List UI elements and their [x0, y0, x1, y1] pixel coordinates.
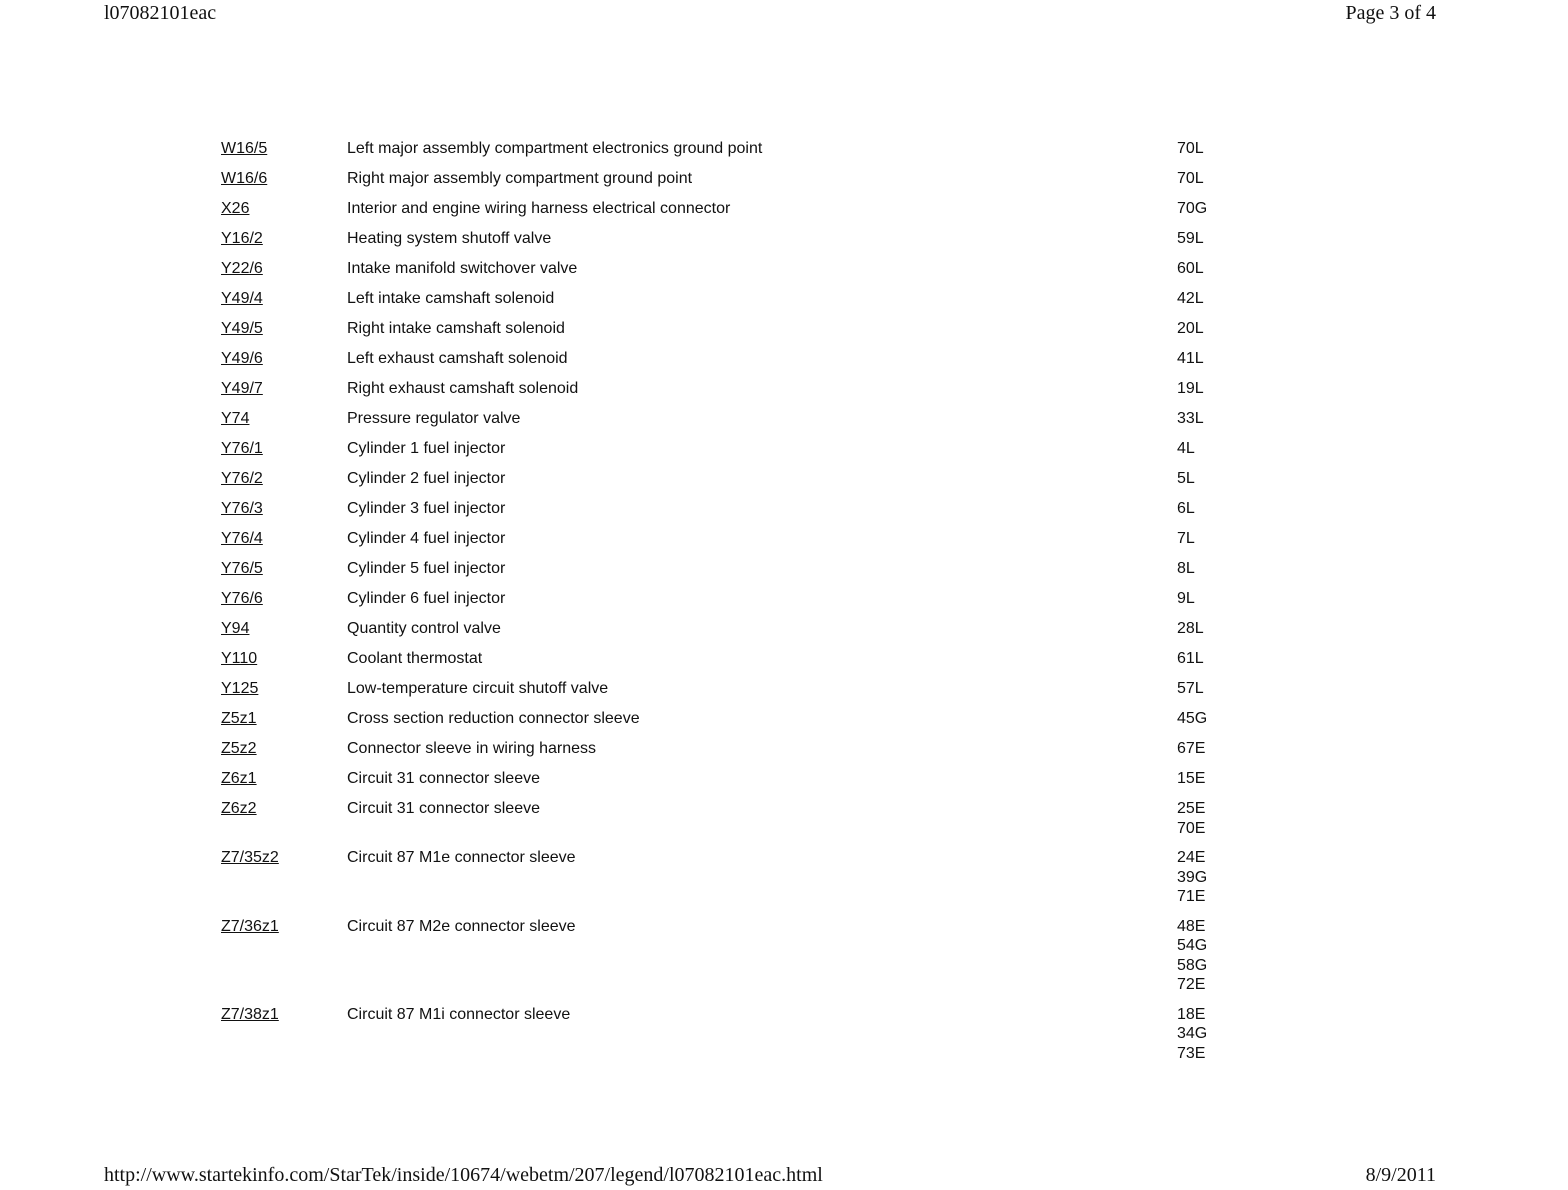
component-code-link[interactable]: Y49/6	[221, 350, 263, 367]
grid-reference: 9L	[1177, 590, 1195, 607]
table-row	[221, 499, 1321, 519]
table-row	[221, 529, 1321, 549]
component-description: Cylinder 5 fuel injector	[347, 560, 506, 577]
component-description: Cylinder 4 fuel injector	[347, 530, 506, 547]
component-description: Heating system shutoff valve	[347, 230, 552, 247]
component-code-link[interactable]: Y74	[221, 410, 250, 427]
component-description: Cross section reduction connector sleeve	[347, 710, 640, 727]
table-row	[221, 559, 1321, 579]
table-row	[221, 139, 1321, 159]
grid-reference: 33L	[1177, 410, 1204, 427]
component-code-cell	[221, 589, 347, 609]
grid-reference-list	[1177, 917, 1207, 995]
component-description: Right intake camshaft solenoid	[347, 320, 565, 337]
grid-reference: 39G	[1177, 868, 1208, 886]
grid-reference: 72E	[1177, 976, 1206, 993]
component-description: Low-temperature circuit shutoff valve	[347, 680, 609, 697]
component-description: Left intake camshaft solenoid	[347, 290, 555, 307]
grid-reference: 5L	[1177, 470, 1195, 487]
grid-reference-list	[1177, 289, 1204, 309]
grid-reference: 45G	[1177, 710, 1208, 727]
component-description: Cylinder 3 fuel injector	[347, 500, 506, 517]
table-row	[221, 229, 1321, 249]
grid-reference-list	[1177, 589, 1195, 609]
component-description: Circuit 31 connector sleeve	[347, 800, 540, 817]
component-code-link[interactable]: Y76/6	[221, 590, 263, 607]
grid-reference: 70L	[1177, 170, 1204, 187]
component-description: Right major assembly compartment ground point	[347, 170, 693, 187]
grid-reference: 73E	[1177, 1044, 1206, 1062]
component-code-cell	[221, 169, 347, 189]
grid-reference: 19L	[1177, 380, 1204, 397]
component-description: Circuit 87 M1e connector sleeve	[347, 849, 576, 866]
component-description: Circuit 87 M2e connector sleeve	[347, 917, 576, 935]
grid-reference: 18E	[1177, 1005, 1206, 1023]
component-description: Cylinder 6 fuel injector	[347, 590, 506, 607]
legend-table	[221, 139, 1321, 1073]
grid-reference-list	[1177, 139, 1204, 159]
component-description: Connector sleeve in wiring harness	[347, 740, 597, 757]
component-code-cell	[221, 649, 347, 669]
component-description: Interior and engine wiring harness electrical connector	[347, 200, 731, 217]
component-code-cell	[221, 229, 347, 249]
grid-reference: 70G	[1177, 200, 1208, 217]
component-code-cell	[221, 559, 347, 579]
component-code-link[interactable]: Y94	[221, 620, 250, 637]
table-row	[221, 917, 1321, 995]
grid-reference-list	[1177, 529, 1195, 549]
grid-reference-list	[1177, 649, 1204, 669]
component-code-cell	[221, 1005, 347, 1025]
component-code-cell	[221, 319, 347, 339]
grid-reference-list	[1177, 349, 1204, 369]
table-row	[221, 409, 1321, 429]
grid-reference-list	[1177, 169, 1204, 189]
grid-reference-list	[1177, 739, 1205, 759]
grid-reference: 24E	[1177, 849, 1206, 866]
grid-reference: 42L	[1177, 290, 1204, 307]
component-code-link[interactable]: X26	[221, 200, 250, 217]
table-row	[221, 769, 1321, 789]
component-code-link[interactable]: Y49/5	[221, 320, 263, 337]
grid-reference-list	[1177, 319, 1204, 339]
component-description: Circuit 31 connector sleeve	[347, 770, 540, 787]
component-code-cell	[221, 799, 347, 819]
component-code-link[interactable]: Y22/6	[221, 260, 263, 277]
component-code-cell	[221, 379, 347, 399]
component-code-link[interactable]: Y49/4	[221, 290, 263, 307]
grid-reference-list	[1177, 469, 1195, 489]
table-row	[221, 349, 1321, 369]
component-code-link[interactable]: Y76/4	[221, 530, 263, 547]
document-id: l07082101eac	[104, 2, 217, 24]
table-row	[221, 739, 1321, 759]
grid-reference-list	[1177, 439, 1195, 459]
component-code-cell	[221, 439, 347, 459]
grid-reference-list	[1177, 619, 1204, 639]
grid-reference: 59L	[1177, 230, 1204, 247]
table-row	[221, 259, 1321, 279]
component-code-cell	[221, 848, 347, 868]
component-code-cell	[221, 769, 347, 789]
table-row	[221, 799, 1321, 838]
table-row	[221, 439, 1321, 459]
component-code-link[interactable]: Y76/2	[221, 470, 263, 487]
component-description: Cylinder 2 fuel injector	[347, 470, 506, 487]
table-row	[221, 1005, 1321, 1064]
table-row	[221, 169, 1321, 189]
component-code-cell	[221, 469, 347, 489]
grid-reference: 41L	[1177, 350, 1204, 367]
component-code-link[interactable]: Z7/35z2	[221, 849, 279, 866]
component-code-cell	[221, 499, 347, 519]
footer-date: 8/9/2011	[1365, 1164, 1436, 1186]
grid-reference-list	[1177, 769, 1205, 789]
table-row	[221, 469, 1321, 489]
component-code-cell	[221, 679, 347, 699]
component-code-cell	[221, 709, 347, 729]
grid-reference-list	[1177, 848, 1207, 907]
component-code-link[interactable]: Y49/7	[221, 380, 263, 397]
grid-reference: 70E	[1177, 819, 1206, 837]
component-description: Coolant thermostat	[347, 650, 483, 667]
component-description: Pressure regulator valve	[347, 410, 521, 427]
grid-reference-list	[1177, 559, 1195, 579]
grid-reference: 57L	[1177, 680, 1204, 697]
component-code-cell	[221, 409, 347, 429]
footer-url: http://www.startekinfo.com/StarTek/inside/10674/webetm/207/legend/l07082101eac.html	[104, 1164, 823, 1186]
table-row	[221, 679, 1321, 699]
grid-reference-list	[1177, 679, 1204, 699]
component-code-link[interactable]: Z6z1	[221, 770, 257, 787]
component-code-link[interactable]: W16/5	[221, 140, 268, 157]
component-code-link[interactable]: Z7/36z1	[221, 917, 279, 935]
grid-reference-list	[1177, 259, 1204, 279]
grid-reference: 61L	[1177, 650, 1204, 667]
component-code-link[interactable]: Z6z2	[221, 800, 257, 817]
component-description: Left major assembly compartment electronics ground point	[347, 140, 763, 157]
grid-reference: 48E	[1177, 917, 1206, 935]
component-description: Left exhaust camshaft solenoid	[347, 350, 568, 367]
grid-reference: 67E	[1177, 740, 1206, 757]
table-row	[221, 619, 1321, 639]
grid-reference: 8L	[1177, 560, 1195, 577]
grid-reference: 6L	[1177, 500, 1195, 517]
component-description: Intake manifold switchover valve	[347, 260, 578, 277]
component-code-link[interactable]: Y16/2	[221, 230, 263, 247]
table-row	[221, 199, 1321, 219]
grid-reference: 28L	[1177, 620, 1204, 637]
grid-reference: 71E	[1177, 888, 1206, 905]
component-code-cell	[221, 139, 347, 159]
table-row	[221, 848, 1321, 907]
component-code-link[interactable]: Y125	[221, 680, 259, 697]
grid-reference: 34G	[1177, 1025, 1208, 1042]
component-code-link[interactable]: Y110	[221, 650, 258, 667]
component-description: Circuit 87 M1i connector sleeve	[347, 1005, 571, 1023]
table-row	[221, 709, 1321, 729]
table-row	[221, 649, 1321, 669]
component-description: Cylinder 1 fuel injector	[347, 440, 506, 457]
component-description: Quantity control valve	[347, 620, 501, 637]
grid-reference-list	[1177, 199, 1207, 219]
component-code-cell	[221, 917, 347, 937]
component-code-cell	[221, 619, 347, 639]
grid-reference-list	[1177, 229, 1204, 249]
grid-reference-list	[1177, 409, 1204, 429]
grid-reference: 20L	[1177, 320, 1204, 337]
component-code-link[interactable]: Z5z2	[221, 740, 257, 757]
component-code-link[interactable]: Y76/5	[221, 560, 263, 577]
grid-reference: 4L	[1177, 440, 1195, 457]
grid-reference-list	[1177, 379, 1204, 399]
component-description: Right exhaust camshaft solenoid	[347, 380, 579, 397]
component-code-cell	[221, 739, 347, 759]
grid-reference-list	[1177, 799, 1205, 838]
component-code-cell	[221, 289, 347, 309]
table-row	[221, 379, 1321, 399]
component-code-link[interactable]: Y76/3	[221, 500, 263, 517]
table-row	[221, 589, 1321, 609]
grid-reference: 70L	[1177, 140, 1204, 157]
grid-reference-list	[1177, 499, 1195, 519]
table-row	[221, 319, 1321, 339]
grid-reference-list	[1177, 709, 1207, 729]
table-row	[221, 289, 1321, 309]
component-code-cell	[221, 199, 347, 219]
component-code-cell	[221, 259, 347, 279]
grid-reference: 60L	[1177, 260, 1204, 277]
grid-reference: 15E	[1177, 770, 1206, 787]
grid-reference: 7L	[1177, 530, 1195, 547]
component-code-link[interactable]: W16/6	[221, 170, 268, 187]
component-code-cell	[221, 349, 347, 369]
component-code-link[interactable]: Z7/38z1	[221, 1005, 279, 1023]
component-code-link[interactable]: Z5z1	[221, 710, 257, 727]
component-code-link[interactable]: Y76/1	[221, 440, 263, 457]
page-number: Page 3 of 4	[1345, 2, 1436, 24]
grid-reference-list	[1177, 1005, 1207, 1064]
grid-reference: 54G	[1177, 937, 1208, 954]
grid-reference: 58G	[1177, 956, 1208, 974]
component-code-cell	[221, 529, 347, 549]
grid-reference: 25E	[1177, 800, 1206, 817]
